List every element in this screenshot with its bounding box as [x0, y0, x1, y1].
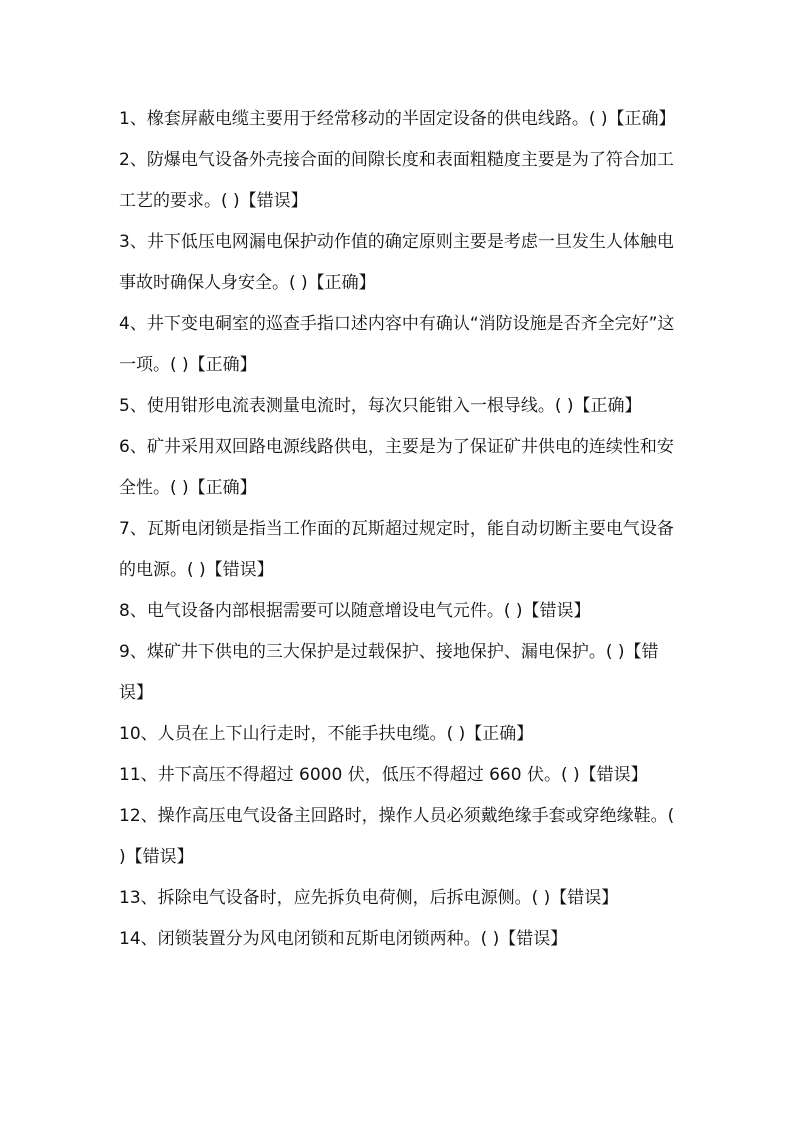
question-item: 14、闭锁装置分为风电闭锁和瓦斯电闭锁两种。( )【错误】: [119, 929, 568, 949]
question-item: 6、矿井采用双回路电源线路供电，主要是为了保证矿井供电的连续性和安全性。( )【正确】: [119, 437, 674, 498]
question-item: 10、人员在上下山行走时，不能手扶电缆。( )【正确】: [119, 724, 534, 744]
question-item: 2、防爆电气设备外壳接合面的间隙长度和表面粗糙度主要是为了符合加工工艺的要求。( )【错误】: [119, 150, 674, 211]
question-item: 4、井下变电硐室的巡查手指口述内容中有确认“消防设施是否齐全完好”这一项。( )【正确】: [119, 314, 675, 375]
question-item: 11、井下高压不得超过 6000 伏，低压不得超过 660 伏。( )【错误】: [119, 765, 648, 785]
question-list: [119, 99, 679, 960]
question-item: 1、橡套屏蔽电缆主要用于经常移动的半固定设备的供电线路。( )【正确】: [119, 109, 676, 129]
question-item: 8、电气设备内部根据需要可以随意增设电气元件。( )【错误】: [119, 601, 591, 621]
question-item: 12、操作高压电气设备主回路时，操作人员必须戴绝缘手套或穿绝缘鞋。( )【错误】: [119, 806, 675, 867]
question-item: 3、井下低压电网漏电保护动作值的确定原则主要是考虑一旦发生人体触电事故时确保人身安全。( )【正确】: [119, 232, 674, 293]
question-item: 13、拆除电气设备时，应先拆负电荷侧，后拆电源侧。( )【错误】: [119, 888, 619, 908]
question-item: 5、使用钳形电流表测量电流时，每次只能钳入一根导线。( )【正确】: [119, 396, 642, 416]
question-item: 9、煤矿井下供电的三大保护是过载保护、接地保护、漏电保护。( )【错误】: [119, 642, 659, 703]
question-item: 7、瓦斯电闭锁是指当工作面的瓦斯超过规定时，能自动切断主要电气设备的电源。( )【错误】: [119, 519, 674, 580]
